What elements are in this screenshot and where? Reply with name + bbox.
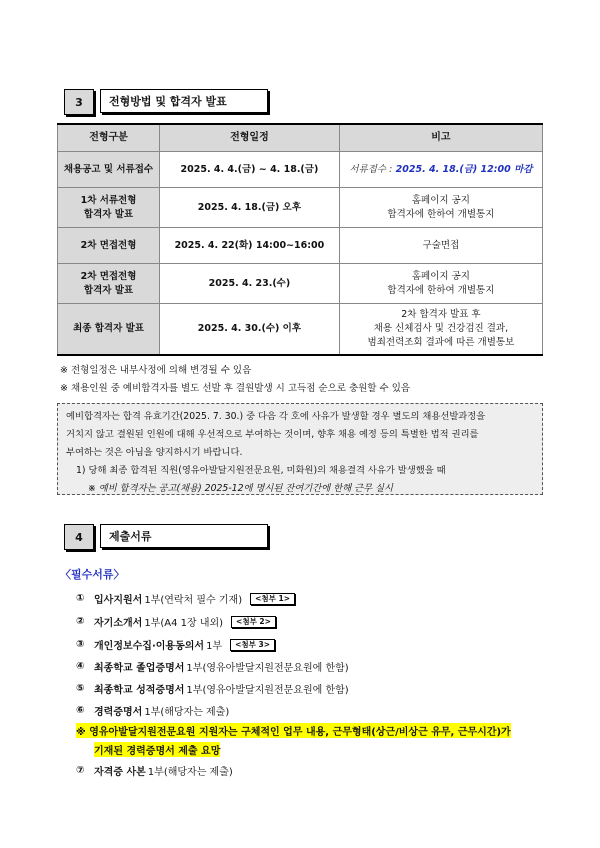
category-line: 1차 서류전형 [80, 194, 137, 206]
list-item [76, 591, 295, 606]
item-desc: 1부(해당자는 제출) [144, 707, 230, 718]
row-note: 구술면접 [339, 228, 542, 264]
attachment-tag: <첨부 3> [230, 639, 275, 651]
schedule-table [57, 123, 543, 356]
item-name: 자기소개서 [94, 618, 143, 629]
row-date: 2025. 4. 30.(수) 이후 [160, 304, 340, 356]
section-4-header [64, 524, 268, 550]
required-docs-heading: 〈필수서류〉 [60, 568, 125, 581]
note-line: 합격자에 한하여 개별통지 [387, 208, 495, 220]
item-desc: 1부(영유아발달지원전문요원에 한함) [186, 685, 349, 696]
item-number: ⑥ [76, 705, 85, 716]
highlight-note-line2: 기재된 경력증명서 제출 요망 [94, 742, 220, 757]
category-line: 2차 면접전형 [80, 270, 137, 282]
item-name: 최종학교 졸업증명서 [94, 663, 185, 674]
header-note: 비고 [339, 124, 542, 152]
section-title: 제출서류 [100, 524, 268, 548]
section-3-header [64, 89, 268, 115]
item-number: ① [76, 593, 85, 604]
note-line: 채용 신체검사 및 건강검진 결과, [373, 323, 509, 334]
list-item [76, 703, 229, 718]
item-name: 개인정보수집·이용동의서 [94, 641, 205, 652]
note-label: 서류접수 : [349, 163, 393, 175]
row-note [339, 264, 542, 304]
item-name: 자격증 사본 [94, 767, 146, 778]
note-line: 2차 합격자 발표 후 [401, 309, 481, 320]
footnote: ※ 채용인원 중 예비합격자를 별도 선발 후 결원발생 시 고득점 순으로 충원할 수 있음 [60, 383, 411, 394]
row-category [58, 264, 160, 304]
section-title: 전형방법 및 합격자 발표 [100, 89, 268, 113]
row-note [339, 152, 542, 188]
item-desc: 1부 [206, 641, 223, 652]
table-row [58, 152, 543, 188]
row-date: 2025. 4. 18.(금) 오후 [160, 188, 340, 228]
header-schedule: 전형일정 [160, 124, 340, 152]
reserve-notice-box [57, 403, 543, 495]
note-line: 합격자에 한하여 개별통지 [387, 284, 495, 296]
item-number: ③ [76, 639, 85, 650]
list-item [76, 659, 349, 674]
item-number: ④ [76, 661, 85, 672]
category-line: 합격자 발표 [83, 208, 134, 220]
item-name: 경력증명서 [94, 707, 143, 718]
list-item [76, 763, 233, 778]
item-desc: 1부(연락처 필수 기재) [144, 595, 243, 606]
list-item [76, 681, 349, 696]
row-category: 채용공고 및 서류접수 [58, 152, 160, 188]
list-item [76, 614, 276, 629]
section-number: 4 [64, 524, 94, 550]
item-number: ② [76, 616, 85, 627]
notice-line: 1) 당해 최종 합격된 직원(영유아발달지원전문요원, 미화원)의 채용결격 사유가 발생했을 때 [76, 465, 446, 476]
highlight-note-line1: ※ 영유아발달지원전문요원 지원자는 구체적인 업무 내용, 근무형태(상근/비상근 유무, 근무시간)가 [76, 723, 511, 738]
attachment-tag: <첨부 1> [250, 593, 295, 605]
category-line: 합격자 발표 [83, 284, 134, 296]
note-line: 홈페이지 공지 [411, 194, 470, 206]
item-number: ⑦ [76, 765, 85, 776]
row-note [339, 188, 542, 228]
row-category: 최종 합격자 발표 [58, 304, 160, 356]
list-item [76, 637, 275, 652]
row-date: 2025. 4. 22(화) 14:00~16:00 [160, 228, 340, 264]
item-name: 최종학교 성적증명서 [94, 685, 185, 696]
row-date: 2025. 4. 4.(금) ~ 4. 18.(금) [160, 152, 340, 188]
notice-line: 예비합격자는 합격 유효기간(2025. 7. 30.) 중 다음 각 호에 사유가 발생할 경우 별도의 채용선발과정을 [66, 411, 486, 422]
attachment-tag: <첨부 2> [231, 616, 276, 628]
notice-line: 거치지 않고 결원된 인원에 대해 우선적으로 부여하는 것이며, 향후 채용 예정 등의 특별한 법적 권리를 [66, 429, 479, 440]
note-line: 홈페이지 공지 [411, 270, 470, 282]
section-number: 3 [64, 89, 94, 115]
header-category: 전형구분 [58, 124, 160, 152]
row-category: 2차 면접전형 [58, 228, 160, 264]
item-name: 입사지원서 [94, 595, 143, 606]
row-category [58, 188, 160, 228]
table-row [58, 264, 543, 304]
table-row [58, 304, 543, 356]
item-desc: 1부(A4 1장 내외) [144, 618, 224, 629]
item-desc: 1부(영유아발달지원전문요원에 한함) [186, 663, 349, 674]
footnote: ※ 전형일정은 내부사정에 의해 변경될 수 있음 [60, 365, 252, 376]
table-row [58, 228, 543, 264]
item-desc: 1부(해당자는 제출) [147, 767, 233, 778]
notice-line: ※ 예비 합격자는 공고(채용) 2025-12에 명시된 잔여기간에 한해 근무 실시 [88, 483, 394, 494]
notice-line: 부여하는 것은 아님을 양지하시기 바랍니다. [66, 447, 243, 458]
note-deadline: 2025. 4. 18.(금) 12:00 마감 [395, 163, 533, 175]
table-header-row [58, 124, 543, 152]
table-row [58, 188, 543, 228]
item-number: ⑤ [76, 683, 85, 694]
note-line: 범죄전력조회 결과에 따른 개별통보 [367, 337, 515, 348]
row-date: 2025. 4. 23.(수) [160, 264, 340, 304]
row-note [339, 304, 542, 356]
